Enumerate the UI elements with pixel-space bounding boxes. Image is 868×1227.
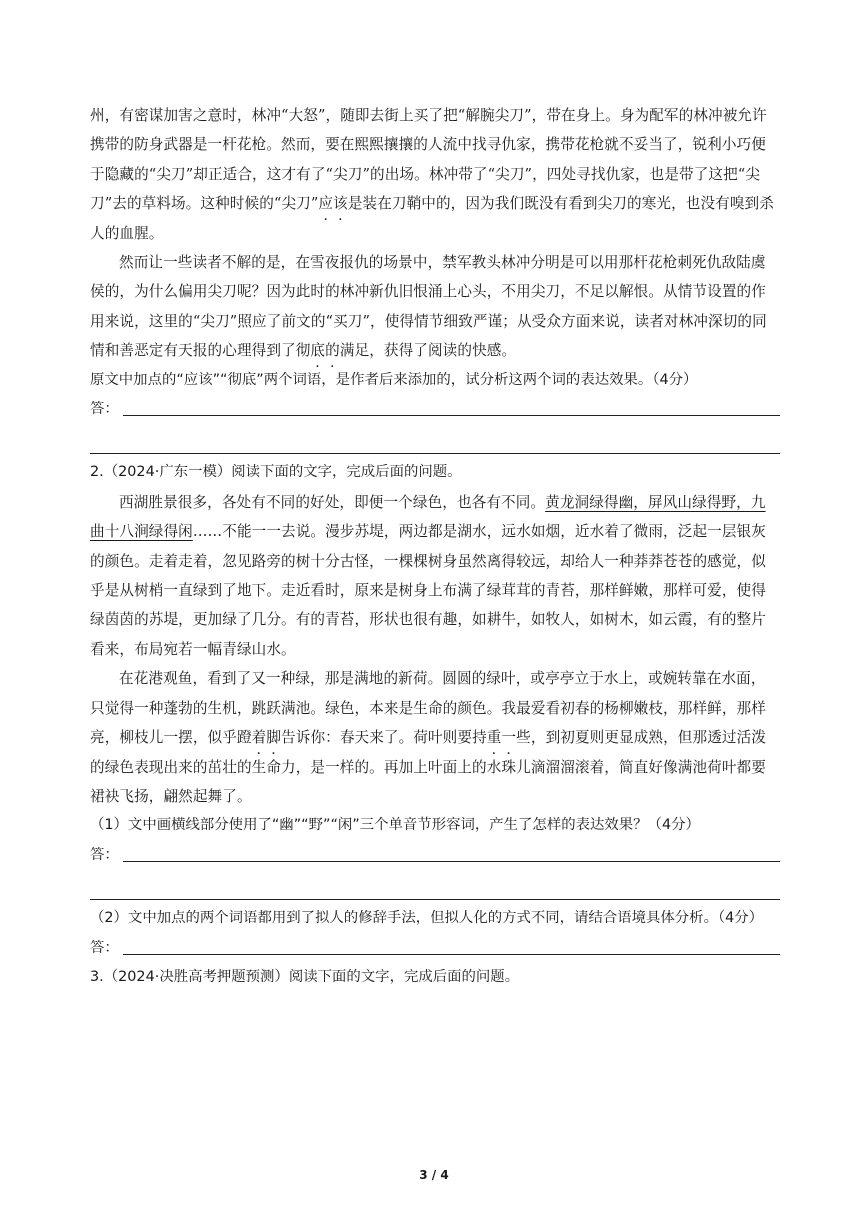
answer-label: 答： bbox=[90, 939, 119, 956]
emphasis-dot-char: 着 bbox=[251, 729, 267, 747]
emphasis-dot-char: 蹬 bbox=[236, 729, 252, 747]
answer-blank[interactable] bbox=[123, 954, 780, 955]
question-3-header: 3.（2024·决胜高考押题预测）阅读下面的文字，完成后面的问题。 bbox=[90, 968, 520, 985]
passage1-question: 原文中加点的“应该”“彻底”两个词语，是作者后来添加的，试分析这两个词的表达效果。（4分） bbox=[90, 371, 698, 388]
q2-paragraph-1: 西湖胜景很多，各处有不同的好处，即便一个绿色，也各有不同。黄龙洞绿得幽，屏风山绿得野，九曲十八涧绿得闲……不能一一去说。漫步苏堤，两边都是湖水，远水如烟，近水着了微雨，泛起一层银灰的颜色。走着走着，忽见路旁的树十分古怪，一棵棵树身虽然离得较远，却给人一种莽莽苍苍的感觉，似乎是从树梢一直绿到了地下。走近看时，原来是树身上布满了绿茸茸的青苔，那样鲜嫩，那样可爱，使得绿茵茵的苏堤，更加绿了几分。有的青苔，形状也很有趣，如耕牛，如牧人，如树木，如云霞，有的整片看来，布局宛若一幅青绿山水。 bbox=[90, 493, 766, 658]
page-number: 3 / 4 bbox=[419, 1168, 449, 1182]
emphasis-dot-char: 彻 bbox=[295, 342, 311, 360]
q2-subquestion-1: （1）文中画横线部分使用了“幽”“野”“闲”三个单音节形容词，产生了怎样的表达效果？（4分） bbox=[90, 817, 700, 834]
answer-label: 答： bbox=[90, 401, 119, 418]
underlined-phrase: 黄龙洞绿得幽，屏风山绿得野，九曲十八涧绿得闲 bbox=[90, 493, 766, 541]
answer-line-3[interactable] bbox=[90, 934, 780, 963]
emphasis-dot-char: 重 bbox=[486, 729, 502, 747]
passage1-paragraph-1: 州，有密谋加害之意时，林冲“大怒”，随即去街上买了把“解腕尖刀”，带在身上。身为配军的林冲被允许携带的防身武器是一杆花枪。然而，要在熙熙攘攘的人流中找寻仇家，携带花枪就不妥当了，锐利小巧便于隐藏的“尖刀”却正适合，这才有了“尖刀”的出场。林冲带了“尖刀”，四处寻找仇家，也是带了这把“尖刀”去的草料场。这种时候的“尖刀”应该是装在刀鞘中的，因为我们既没有看到尖刀的寒光，也没有嗅到杀人的血腥。 bbox=[90, 107, 774, 242]
answer-blank-extra[interactable] bbox=[90, 424, 780, 454]
answer-label: 答： bbox=[90, 846, 119, 863]
answer-line-2[interactable] bbox=[90, 841, 780, 870]
q2-subquestion-2: （2）文中加点的两个词语都用到了拟人的修辞手法，但拟人化的方式不同，请结合语境具体分析。（4分） bbox=[90, 910, 764, 927]
page-content bbox=[90, 101, 780, 992]
emphasis-dot-char: 底 bbox=[310, 342, 326, 360]
emphasis-dot-char: 应 bbox=[318, 195, 334, 213]
answer-blank[interactable] bbox=[123, 861, 780, 862]
emphasis-dot-char: 该 bbox=[333, 195, 348, 213]
answer-blank-extra[interactable] bbox=[90, 870, 780, 900]
answer-blank[interactable] bbox=[123, 415, 780, 416]
emphasis-dot-char: 持 bbox=[472, 729, 487, 747]
q2-paragraph-2: 在花港观鱼，看到了又一种绿，那是满地的新荷。圆圆的绿叶，或亭亭立于水上，或婉转靠在水面，只觉得一种蓬勃的生机，跳跃满池。绿色，本来是生命的颜色。我最爱看初春的杨柳嫩枝，那样鲜，那样亮，柳枝儿一摆，似乎蹬着脚告诉你：春天来了。荷叶则要持重一些，到初夏则更显成熟，但那透过活泼的绿色表现出来的茁壮的生命力，是一样的。再加上叶面上的水珠儿滴溜溜滚着，简直好像满池荷叶都要裙袂飞扬，翩然起舞了。 bbox=[90, 670, 766, 805]
passage1-paragraph-2: 然而让一些读者不解的是，在雪夜报仇的场景中，禁军教头林冲分明是可以用那杆花枪刺死仇敌陆虞侯的，为什么偏用尖刀呢？因为此时的林冲新仇旧恨涌上心头，不用尖刀，不足以解恨。从情节设置的作用来说，这里的“尖刀”照应了前文的“买刀”，使得情节细致严谨；从受众方面来说，读者对林冲深切的同情和善恶定有天报的心理得到了彻底的满足，获得了阅读的快感。 bbox=[90, 254, 767, 360]
question-2-header: 2.（2024·广东一模）阅读下面的文字，完成后面的问题。 bbox=[90, 464, 462, 481]
answer-line-1[interactable] bbox=[90, 395, 780, 424]
